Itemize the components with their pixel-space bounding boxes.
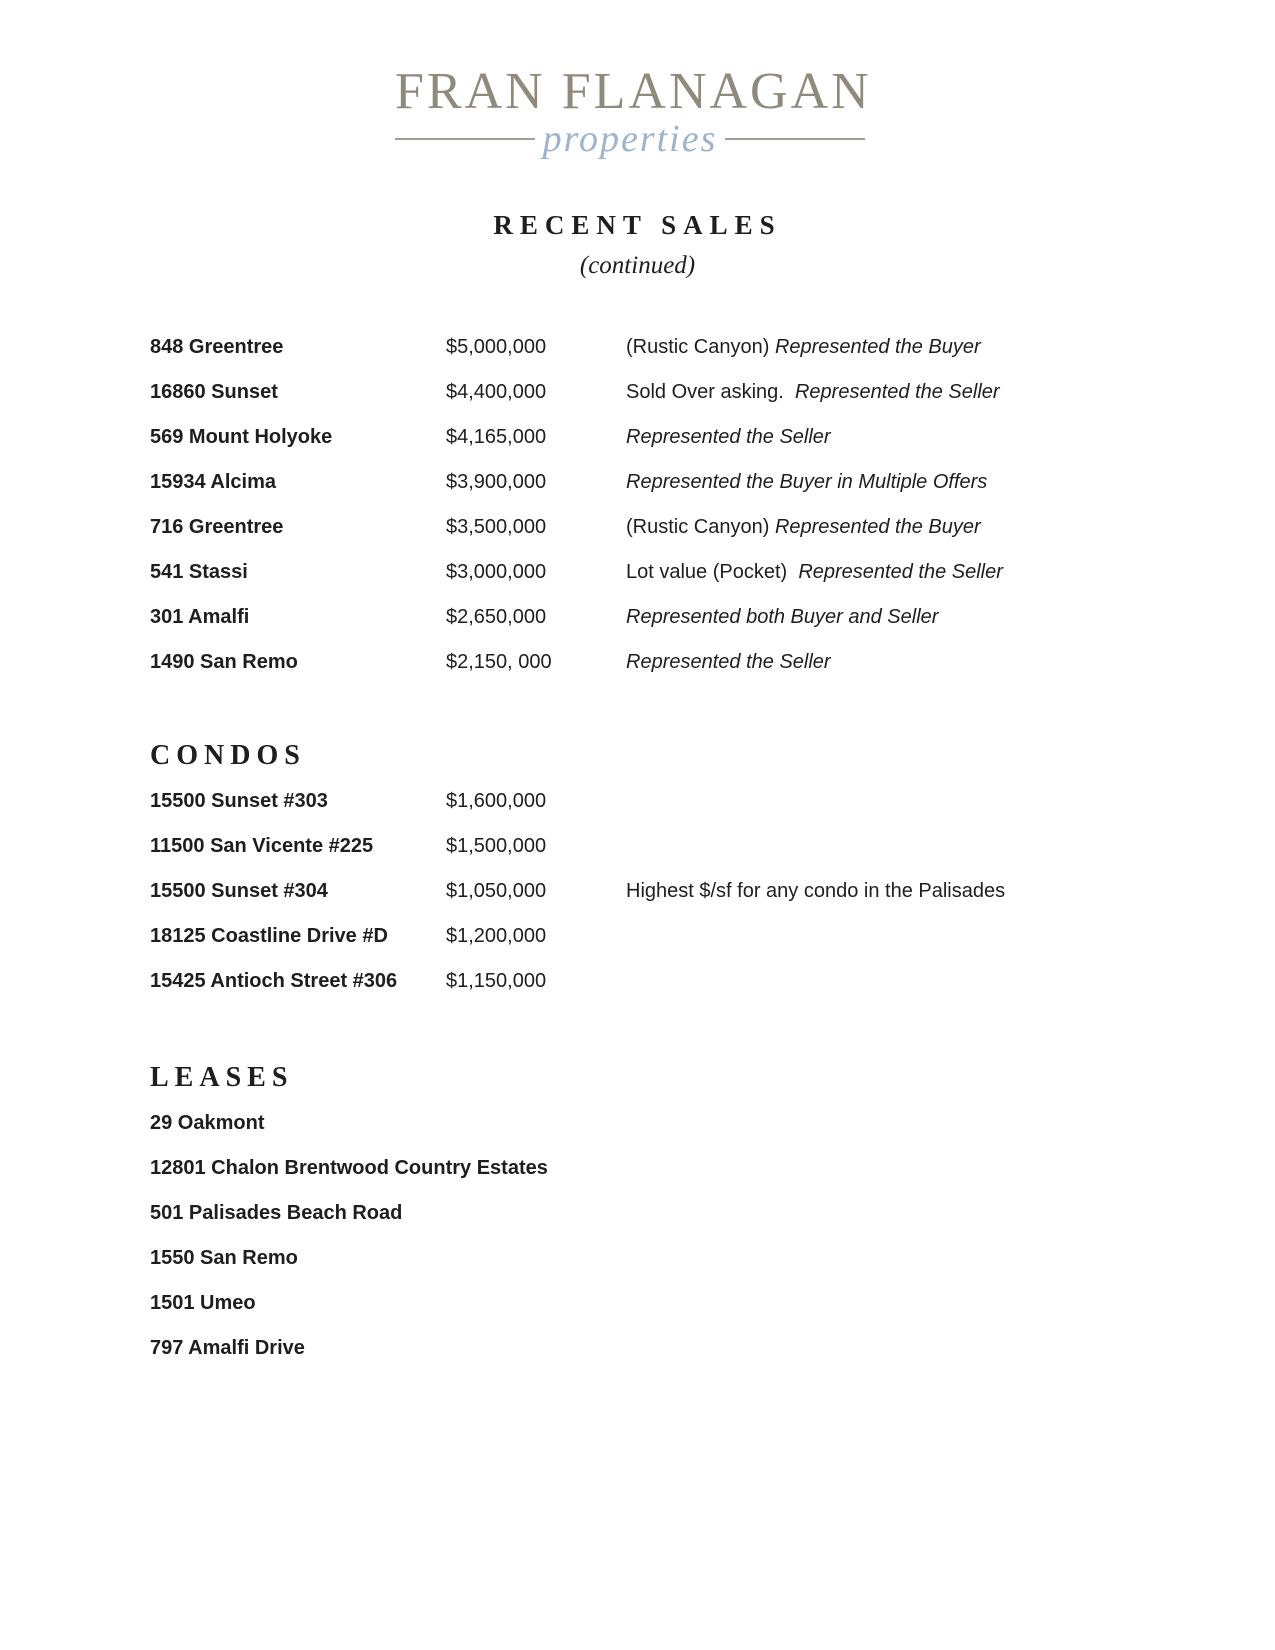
sale-price: $4,400,000	[446, 381, 547, 403]
lease-address: 12801 Chalon Brentwood Country Estates	[150, 1157, 548, 1179]
lease-address: 1550 San Remo	[150, 1247, 298, 1269]
sale-note	[626, 467, 987, 497]
condo-address: 15500 Sunset #303	[150, 790, 328, 812]
sale-address: 301 Amalfi	[150, 606, 250, 628]
page-title: RECENT SALES	[493, 210, 782, 240]
sale-note-italic: Represented both Buyer and Seller	[626, 606, 939, 628]
condo-price: $1,600,000	[446, 790, 547, 812]
sale-address: 16860 Sunset	[150, 381, 278, 403]
condo-price: $1,200,000	[446, 925, 547, 947]
sale-note-italic: Represented the Buyer in Multiple Offers	[626, 471, 988, 493]
condo-note: Highest $/sf for any condo in the Palisades	[626, 880, 1006, 902]
condo-address: 11500 San Vicente #225	[150, 835, 374, 857]
lease-address: 1501 Umeo	[150, 1292, 256, 1314]
sale-note-plain: (Rustic Canyon)	[626, 516, 770, 538]
sale-address: 1490 San Remo	[150, 651, 298, 673]
sale-note	[626, 332, 981, 362]
sale-price: $4,165,000	[446, 426, 547, 448]
sale-note-italic: Represented the Seller	[794, 381, 1000, 403]
sale-note-plain: Sold Over asking.	[626, 381, 784, 403]
sale-note	[626, 422, 831, 452]
logo-rule-right	[725, 138, 865, 140]
sale-address: 716 Greentree	[150, 516, 284, 538]
sale-price: $5,000,000	[446, 336, 547, 358]
lease-address: 797 Amalfi Drive	[150, 1337, 305, 1359]
condo-price: $1,150,000	[446, 970, 547, 992]
sale-note-italic: Represented the Buyer	[774, 516, 981, 538]
condo-price: $1,050,000	[446, 880, 547, 902]
sale-note	[626, 602, 938, 632]
condo-address: 18125 Coastline Drive #D	[150, 925, 388, 947]
lease-address: 501 Palisades Beach Road	[150, 1202, 403, 1224]
condo-address: 15500 Sunset #304	[150, 880, 328, 902]
condo-address: 15425 Antioch Street #306	[150, 970, 398, 992]
sale-note-plain: (Rustic Canyon)	[626, 336, 770, 358]
sale-address: 569 Mount Holyoke	[150, 426, 333, 448]
page-subtitle: (continued)	[579, 252, 696, 279]
leases-section-title: LEASES	[150, 1062, 294, 1093]
logo-sub-row	[395, 116, 865, 162]
sale-note-italic: Represented the Seller	[626, 426, 831, 448]
logo-sub: properties	[542, 118, 718, 160]
sale-note	[626, 557, 1003, 587]
sale-price: $2,650,000	[446, 606, 547, 628]
sale-note-plain: Lot value (Pocket)	[626, 561, 788, 583]
sale-note-italic: Represented the Seller	[798, 561, 1003, 583]
sale-note	[626, 377, 1000, 407]
sale-price: $3,000,000	[446, 561, 547, 583]
sale-address: 848 Greentree	[150, 336, 284, 358]
sale-note	[626, 647, 831, 677]
condo-price: $1,500,000	[446, 835, 547, 857]
sale-note	[626, 512, 981, 542]
sale-price: $3,900,000	[446, 471, 547, 493]
sale-price: $3,500,000	[446, 516, 547, 538]
sale-address: 15934 Alcima	[150, 471, 277, 493]
condos-section-title: CONDOS	[150, 740, 306, 771]
company-logo	[395, 63, 872, 162]
sale-note-italic: Represented the Buyer	[774, 336, 981, 358]
sale-price: $2,150, 000	[446, 651, 552, 673]
logo-name: FRAN FLANAGAN	[395, 63, 872, 120]
sale-note-italic: Represented the Seller	[626, 651, 831, 673]
logo-rule-left	[395, 138, 535, 140]
lease-address: 29 Oakmont	[150, 1112, 265, 1134]
sale-address: 541 Stassi	[150, 561, 248, 583]
